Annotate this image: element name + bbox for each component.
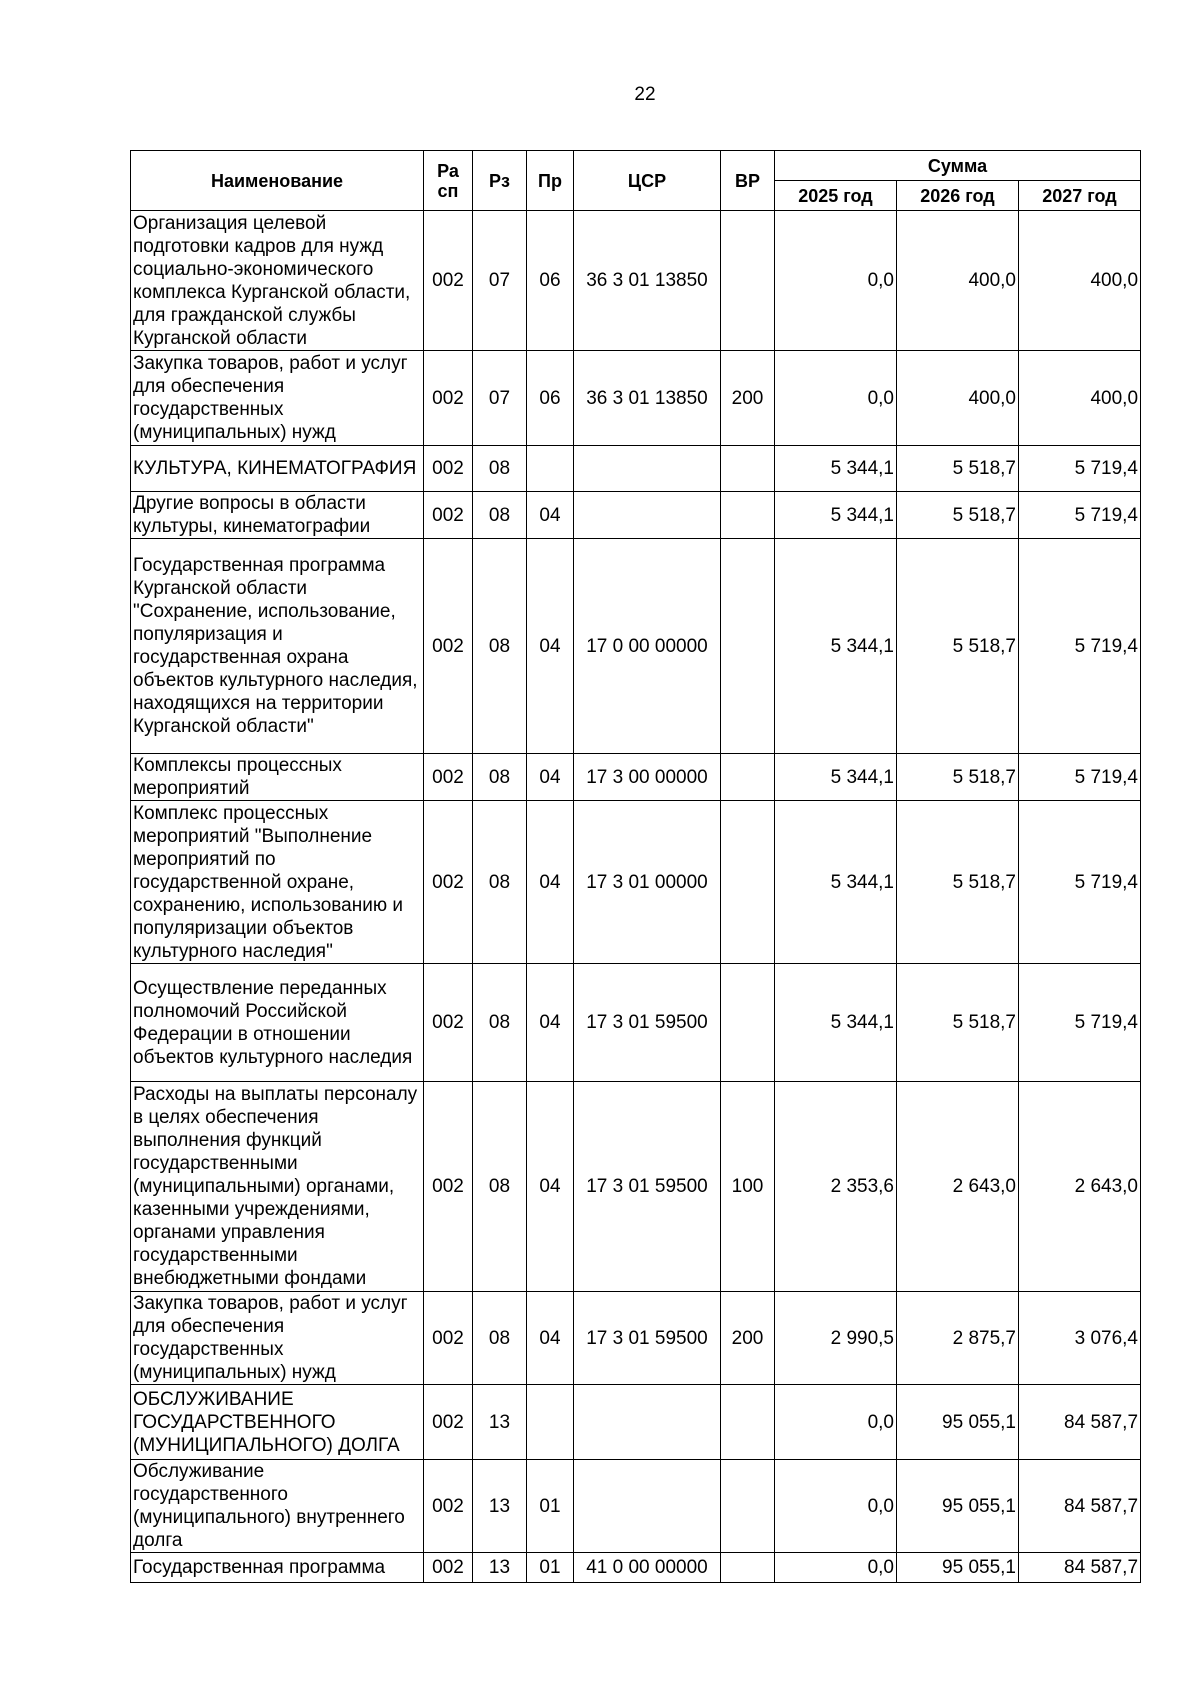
cell-vr: 200 [721,1292,775,1385]
cell-pr: 04 [527,964,574,1082]
cell-y2026: 5 518,7 [897,539,1019,754]
table-row [131,539,1141,754]
cell-pr: 04 [527,1292,574,1385]
cell-rasp: 002 [424,964,473,1082]
cell-rasp: 002 [424,446,473,492]
cell-y2026: 2 643,0 [897,1082,1019,1292]
cell-y2025: 0,0 [775,1460,897,1553]
cell-y2027: 2 643,0 [1019,1082,1141,1292]
cell-rasp: 002 [424,1082,473,1292]
header-csr: ЦСР [574,151,721,211]
cell-name: ОБСЛУЖИВАНИЕ ГОСУДАРСТВЕННОГО (МУНИЦИПАЛЬНОГО) ДОЛГА [131,1385,424,1460]
cell-pr [527,446,574,492]
cell-rasp: 002 [424,351,473,446]
cell-pr: 01 [527,1460,574,1553]
cell-y2025: 5 344,1 [775,446,897,492]
cell-rasp: 002 [424,1460,473,1553]
cell-rz: 07 [473,211,527,351]
cell-y2027: 3 076,4 [1019,1292,1141,1385]
cell-csr: 17 3 01 59500 [574,1082,721,1292]
cell-y2026: 5 518,7 [897,446,1019,492]
table-row [131,211,1141,351]
cell-vr [721,964,775,1082]
budget-table [130,150,1141,1583]
cell-y2027: 400,0 [1019,351,1141,446]
cell-rz: 08 [473,964,527,1082]
cell-pr: 01 [527,1553,574,1583]
cell-y2025: 2 990,5 [775,1292,897,1385]
cell-y2027: 84 587,7 [1019,1460,1141,1553]
cell-pr: 04 [527,539,574,754]
cell-vr [721,1553,775,1583]
header-vr: ВР [721,151,775,211]
table-row [131,1385,1141,1460]
cell-csr [574,1460,721,1553]
cell-y2025: 5 344,1 [775,801,897,964]
cell-rz: 08 [473,754,527,801]
cell-name: Осуществление переданных полномочий Российской Федерации в отношении объектов культурного наследия [131,964,424,1082]
cell-vr [721,211,775,351]
header-sum: Сумма [775,151,1141,181]
cell-y2026: 5 518,7 [897,964,1019,1082]
table-row [131,492,1141,539]
cell-y2025: 2 353,6 [775,1082,897,1292]
cell-csr: 17 3 01 59500 [574,1292,721,1385]
table-row [131,1460,1141,1553]
page-number: 22 [634,84,656,105]
cell-name: Закупка товаров, работ и услуг для обеспечения государственных (муниципальных) нужд [131,1292,424,1385]
cell-csr: 17 0 00 00000 [574,539,721,754]
cell-name: Комплексы процессных мероприятий [131,754,424,801]
table-row [131,801,1141,964]
cell-y2025: 0,0 [775,1385,897,1460]
header-year-2025: 2025 год [775,181,897,211]
cell-name: Государственная программа [131,1553,424,1583]
cell-vr [721,446,775,492]
cell-y2025: 5 344,1 [775,492,897,539]
cell-pr: 04 [527,801,574,964]
cell-vr [721,754,775,801]
cell-y2026: 5 518,7 [897,492,1019,539]
cell-csr [574,1385,721,1460]
table-row [131,351,1141,446]
cell-pr: 06 [527,351,574,446]
cell-vr: 200 [721,351,775,446]
cell-rz: 08 [473,1082,527,1292]
header-row-1 [131,151,1141,181]
cell-rasp: 002 [424,1292,473,1385]
table-row [131,1082,1141,1292]
cell-rasp: 002 [424,801,473,964]
cell-rasp: 002 [424,492,473,539]
cell-rasp: 002 [424,1553,473,1583]
cell-vr [721,1385,775,1460]
cell-y2027: 5 719,4 [1019,754,1141,801]
cell-y2027: 5 719,4 [1019,539,1141,754]
cell-rasp: 002 [424,754,473,801]
table-body [131,211,1141,1583]
cell-y2026: 95 055,1 [897,1460,1019,1553]
cell-y2027: 84 587,7 [1019,1385,1141,1460]
cell-csr: 36 3 01 13850 [574,211,721,351]
cell-y2026: 400,0 [897,211,1019,351]
cell-y2026: 95 055,1 [897,1553,1019,1583]
cell-rasp: 002 [424,539,473,754]
cell-rz: 08 [473,801,527,964]
table-row [131,754,1141,801]
cell-vr [721,1460,775,1553]
table-row [131,1292,1141,1385]
cell-name: Расходы на выплаты персоналу в целях обеспечения выполнения функций государственными (муниципальными) органами, казенными учреждениями, органами управления государственными внебюджетными фондами [131,1082,424,1292]
cell-csr: 41 0 00 00000 [574,1553,721,1583]
cell-name: КУЛЬТУРА, КИНЕМАТОГРАФИЯ [131,446,424,492]
cell-y2026: 95 055,1 [897,1385,1019,1460]
cell-rasp: 002 [424,211,473,351]
table-row [131,1553,1141,1583]
cell-pr: 06 [527,211,574,351]
cell-vr: 100 [721,1082,775,1292]
header-year-2026: 2026 год [897,181,1019,211]
cell-rz: 08 [473,446,527,492]
cell-rasp: 002 [424,1385,473,1460]
cell-name: Обслуживание государственного (муниципального) внутреннего долга [131,1460,424,1553]
cell-y2025: 5 344,1 [775,964,897,1082]
cell-y2025: 5 344,1 [775,754,897,801]
cell-rz: 13 [473,1553,527,1583]
cell-pr: 04 [527,492,574,539]
cell-csr: 17 3 01 00000 [574,801,721,964]
cell-rz: 07 [473,351,527,446]
cell-rz: 08 [473,492,527,539]
header-rasp: Ра сп [424,151,473,211]
cell-y2027: 5 719,4 [1019,964,1141,1082]
cell-csr [574,446,721,492]
cell-y2027: 5 719,4 [1019,446,1141,492]
cell-rz: 13 [473,1385,527,1460]
cell-pr: 04 [527,754,574,801]
cell-y2026: 5 518,7 [897,754,1019,801]
cell-vr [721,801,775,964]
header-pr: Пр [527,151,574,211]
cell-y2027: 5 719,4 [1019,492,1141,539]
cell-pr: 04 [527,1082,574,1292]
cell-name: Организация целевой подготовки кадров для нужд социально-экономического комплекса Курганской области, для гражданской службы Курганской области [131,211,424,351]
cell-name: Государственная программа Курганской области "Сохранение, использование, популяризация и государственная охрана объектов культурного наследия, находящихся на территории Курганской области" [131,539,424,754]
header-rz: Рз [473,151,527,211]
table-row [131,446,1141,492]
cell-y2027: 400,0 [1019,211,1141,351]
cell-pr [527,1385,574,1460]
cell-y2025: 0,0 [775,351,897,446]
cell-y2026: 400,0 [897,351,1019,446]
cell-y2026: 5 518,7 [897,801,1019,964]
table-row [131,964,1141,1082]
cell-y2027: 5 719,4 [1019,801,1141,964]
cell-name: Закупка товаров, работ и услуг для обеспечения государственных (муниципальных) нужд [131,351,424,446]
cell-vr [721,492,775,539]
cell-name: Комплекс процессных мероприятий "Выполнение мероприятий по государственной охране, сохранению, использованию и популяризации объектов культурного наследия" [131,801,424,964]
cell-rz: 08 [473,1292,527,1385]
cell-rz: 08 [473,539,527,754]
cell-vr [721,539,775,754]
cell-y2026: 2 875,7 [897,1292,1019,1385]
cell-csr: 17 3 00 00000 [574,754,721,801]
header-name: Наименование [131,151,424,211]
cell-name: Другие вопросы в области культуры, кинематографии [131,492,424,539]
cell-y2025: 5 344,1 [775,539,897,754]
cell-csr [574,492,721,539]
cell-csr: 17 3 01 59500 [574,964,721,1082]
cell-y2025: 0,0 [775,1553,897,1583]
cell-y2025: 0,0 [775,211,897,351]
cell-csr: 36 3 01 13850 [574,351,721,446]
cell-y2027: 84 587,7 [1019,1553,1141,1583]
header-year-2027: 2027 год [1019,181,1141,211]
cell-rz: 13 [473,1460,527,1553]
